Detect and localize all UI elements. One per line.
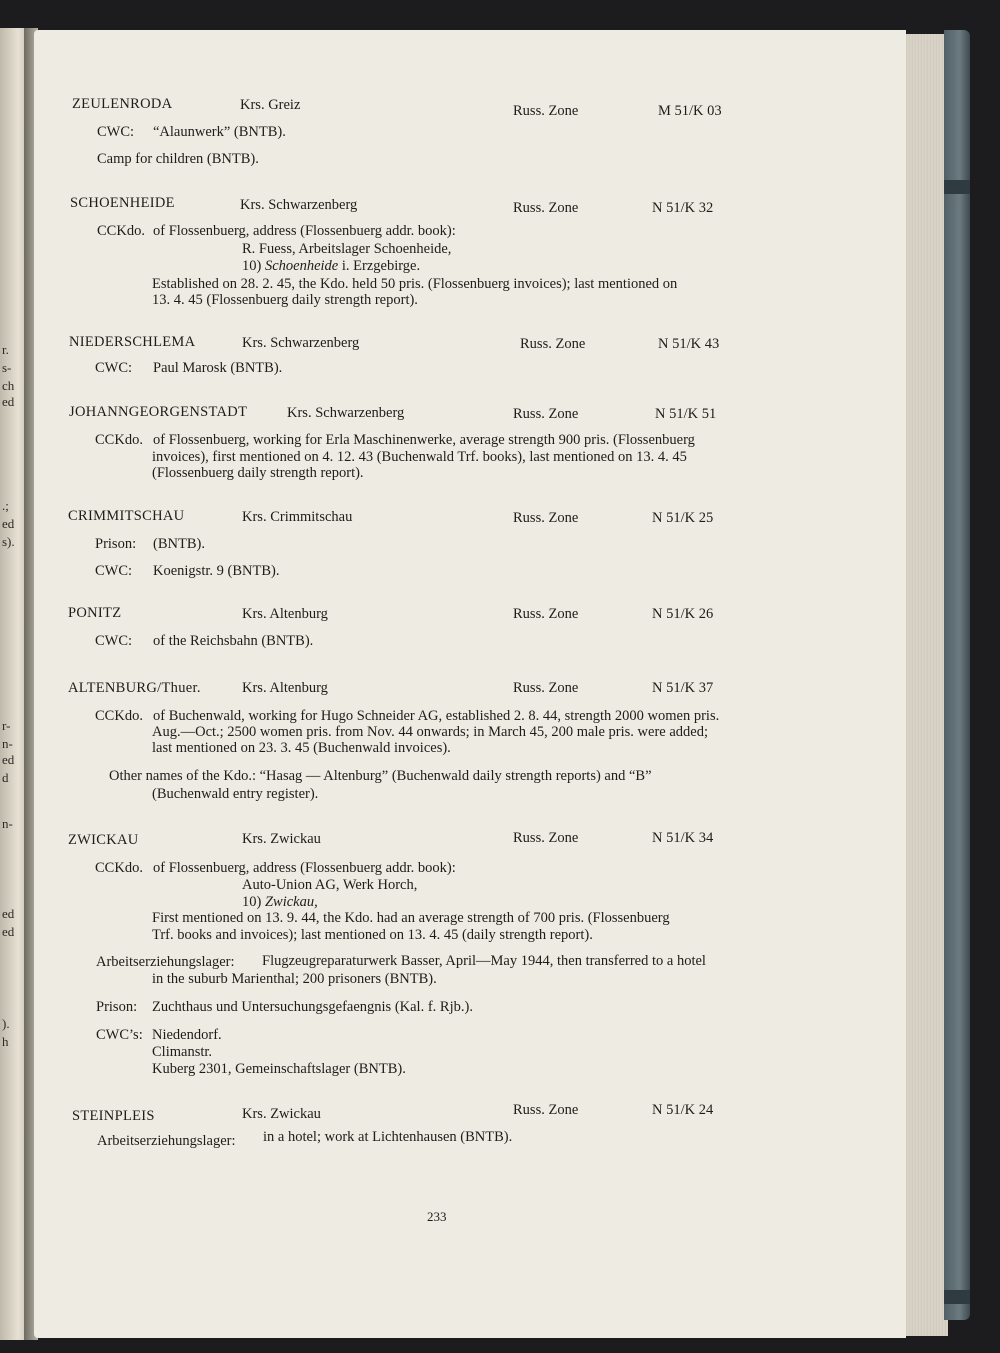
entry-text: (Buchenwald entry register). <box>152 786 319 802</box>
place-name: ZEULENRODA <box>72 96 173 112</box>
place-name: STEINPLEIS <box>72 1108 155 1124</box>
entry-label: CCKdo. <box>97 223 145 239</box>
entry-text: Kuberg 2301, Gemeinschaftslager (BNTB). <box>152 1061 406 1077</box>
district-name: Krs. Schwarzenberg <box>240 197 358 213</box>
left-page-fragment: ed <box>2 752 15 767</box>
district-name: Krs. Zwickau <box>242 831 321 847</box>
zone-label: Russ. Zone <box>513 510 579 526</box>
left-page-fragment: ). <box>2 1016 10 1031</box>
zone-label: Russ. Zone <box>513 606 579 622</box>
place-name: JOHANNGEORGENSTADT <box>69 404 248 420</box>
entry-label: Prison: <box>95 536 137 552</box>
entry-text: Koenigstr. 9 (BNTB). <box>153 563 280 579</box>
entry-text: Paul Marosk (BNTB). <box>153 360 283 376</box>
district-name: Krs. Crimmitschau <box>242 509 353 525</box>
place-name: ALTENBURG/Thuer. <box>68 680 201 696</box>
left-page-fragment: s- <box>2 360 12 375</box>
entry-text: (BNTB). <box>153 536 205 552</box>
entry-text: Niedendorf. <box>152 1027 222 1043</box>
entry-text: Flugzeugreparaturwerk Basser, April—May 1944, then transferred to a hotel <box>262 953 706 969</box>
cover-band <box>944 180 970 194</box>
entry-text: R. Fuess, Arbeitslager Schoenheide, <box>242 241 452 257</box>
place-name: CRIMMITSCHAU <box>68 508 185 524</box>
cover-band <box>944 1290 970 1304</box>
map-reference: N 51/K 37 <box>652 680 714 696</box>
page-number: 233 <box>427 1209 447 1224</box>
entry-text: “Alaunwerk” (BNTB). <box>153 124 286 140</box>
entry-text: last mentioned on 23. 3. 45 (Buchenwald invoices). <box>152 740 451 756</box>
entry-label: CCKdo. <box>95 708 143 724</box>
entry-text: of the Reichsbahn (BNTB). <box>153 633 314 649</box>
left-page-fragment: .; <box>2 498 9 513</box>
district-name: Krs. Schwarzenberg <box>287 405 405 421</box>
entry-text: invoices), first mentioned on 4. 12. 43 (Buchenwald Trf. books), last mentioned on 13. 4. 45 <box>152 449 687 465</box>
zone-label: Russ. Zone <box>513 103 579 119</box>
entry-text: 13. 4. 45 (Flossenbuerg daily strength report). <box>152 292 418 308</box>
left-page-fragment: h <box>2 1034 9 1049</box>
zone-label: Russ. Zone <box>513 200 579 216</box>
entry-text: 10) <box>242 894 262 910</box>
entry-text: Aug.—Oct.; 2500 women pris. from Nov. 44 onwards; in March 45, 200 male pris. were added; <box>152 724 708 740</box>
entry-text: of Flossenbuerg, address (Flossenbuerg addr. book): <box>153 860 456 876</box>
entry-text <box>242 258 420 275</box>
entry-text: First mentioned on 13. 9. 44, the Kdo. had an average strength of 700 pris. (Flossenbuerg <box>152 910 670 926</box>
district-name: Krs. Altenburg <box>242 680 328 696</box>
place-name: ZWICKAU <box>68 832 139 848</box>
entry-text: Trf. books and invoices); last mentioned on 13. 4. 45 (daily strength report). <box>152 927 593 943</box>
left-page-fragment: n- <box>2 816 13 831</box>
place-name: NIEDERSCHLEMA <box>69 334 196 350</box>
left-page-fragment: ch <box>2 378 15 393</box>
map-reference: N 51/K 24 <box>652 1102 714 1118</box>
entry-text-italic: Schoenheide <box>264 258 339 274</box>
entry-label: CCKdo. <box>95 432 143 448</box>
map-reference: N 51/K 32 <box>652 200 714 216</box>
entry-text: 10) <box>242 258 262 274</box>
entry-text: of Flossenbuerg, address (Flossenbuerg addr. book): <box>153 223 456 239</box>
left-page-fragment: ed <box>2 516 15 531</box>
left-page-fragment: r. <box>2 342 9 357</box>
entry-label: CWC: <box>97 124 135 140</box>
left-page-fragment: ed <box>2 906 15 921</box>
left-page-fragment: d <box>2 770 9 785</box>
left-page-fragment: n- <box>2 736 13 751</box>
entry-text: Other names of the Kdo.: “Hasag — Altenburg” (Buchenwald daily strength reports) and “B” <box>109 768 652 784</box>
place-name: PONITZ <box>68 605 122 621</box>
entry-text: of Buchenwald, working for Hugo Schneider AG, established 2. 8. 44, strength 2000 women pris. <box>153 708 720 724</box>
district-name: Krs. Altenburg <box>242 606 328 622</box>
entry-text: Camp for children (BNTB). <box>97 151 259 167</box>
left-page-fragment: s). <box>2 534 15 549</box>
entry-text <box>242 894 318 911</box>
entry-label: Arbeitserziehungslager: <box>96 954 235 970</box>
entry-label: CCKdo. <box>95 860 143 876</box>
book-cover-edge <box>944 30 970 1320</box>
entry-text: Climanstr. <box>152 1044 213 1060</box>
zone-label: Russ. Zone <box>513 406 579 422</box>
entry-text: of Flossenbuerg, working for Erla Maschinenwerke, average strength 900 pris. (Flossenbuerg <box>153 432 695 448</box>
map-reference: M 51/K 03 <box>658 103 722 119</box>
entry-text: i. Erzgebirge. <box>341 258 421 274</box>
entry-text: in the suburb Marienthal; 200 prisoners (BNTB). <box>152 971 437 987</box>
zone-label: Russ. Zone <box>520 336 586 352</box>
entry-label: CWC: <box>95 563 133 579</box>
left-page-fragment: ed <box>2 394 15 409</box>
entry-text: (Flossenbuerg daily strength report). <box>152 465 364 481</box>
map-reference: N 51/K 25 <box>652 510 714 526</box>
zone-label: Russ. Zone <box>513 1102 579 1118</box>
entry-label: CWC’s: <box>96 1027 143 1043</box>
entry-label: CWC: <box>95 633 133 649</box>
entry-label: Prison: <box>96 999 138 1015</box>
entry-label: Arbeitserziehungslager: <box>97 1133 236 1149</box>
zone-label: Russ. Zone <box>513 680 579 696</box>
entry-text: in a hotel; work at Lichtenhausen (BNTB). <box>263 1129 513 1145</box>
left-page-fragment: ed <box>2 924 15 939</box>
entry-text: Auto-Union AG, Werk Horch, <box>242 877 418 893</box>
district-name: Krs. Zwickau <box>242 1106 321 1122</box>
entry-text-italic: Zwickau, <box>264 894 318 910</box>
entry-text: Established on 28. 2. 45, the Kdo. held 50 pris. (Flossenbuerg invoices); last mentioned on <box>152 276 678 292</box>
district-name: Krs. Greiz <box>240 97 301 113</box>
left-page-edge <box>0 28 26 1340</box>
entry-label: CWC: <box>95 360 133 376</box>
district-name: Krs. Schwarzenberg <box>242 335 360 351</box>
map-reference: N 51/K 26 <box>652 606 714 622</box>
map-reference: N 51/K 43 <box>658 336 720 352</box>
place-name: SCHOENHEIDE <box>70 195 175 211</box>
zone-label: Russ. Zone <box>513 830 579 846</box>
map-reference: N 51/K 51 <box>655 406 717 422</box>
map-reference: N 51/K 34 <box>652 830 714 846</box>
left-page-fragment: r- <box>2 718 11 733</box>
entry-text: Zuchthaus und Untersuchungsgefaengnis (Kal. f. Rjb.). <box>152 999 473 1015</box>
